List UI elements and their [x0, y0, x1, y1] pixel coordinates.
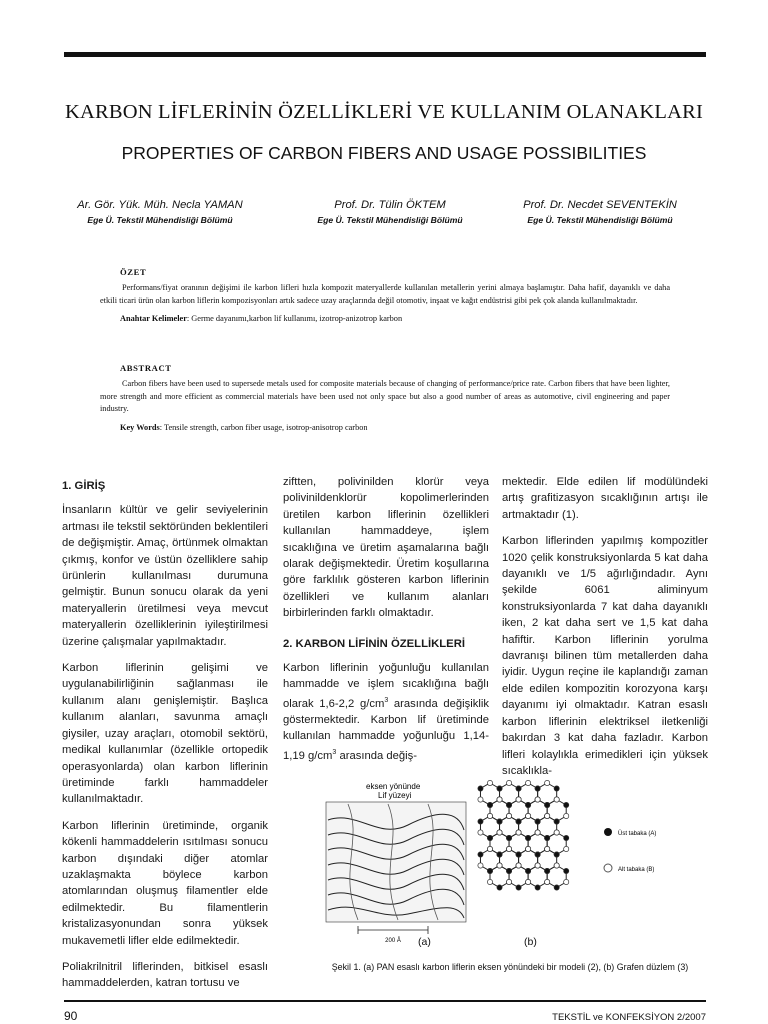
carbon-atom [554, 797, 559, 802]
carbon-atom [516, 797, 521, 802]
ozet-heading: ÖZET [120, 267, 147, 277]
carbon-atom [487, 879, 492, 884]
carbon-atom [554, 786, 559, 791]
section-1-heading: 1. GİRİŞ [62, 480, 106, 492]
carbon-atom [564, 879, 569, 884]
figure-label-a: (a) [418, 936, 431, 948]
density-text-3: arasında değiş- [336, 749, 417, 762]
ozet-keywords-label: Anahtar Kelimeler [120, 314, 187, 324]
carbon-atom [478, 863, 483, 868]
carbon-atom [478, 830, 483, 835]
carbon-atom [554, 852, 559, 857]
col1-paragraph: Poliakrilnitril liflerinden, bitkisel esaslı hammaddelerden, katran tortusu ve [62, 960, 268, 990]
carbon-atom [545, 879, 550, 884]
carbon-atom [487, 846, 492, 851]
carbon-atom [564, 835, 569, 840]
carbon-atom [497, 863, 502, 868]
page-number: 90 [64, 1009, 78, 1023]
legend-light-dot [604, 864, 612, 872]
carbon-atom [564, 813, 569, 818]
carbon-atom [535, 885, 540, 890]
carbon-atom [487, 802, 492, 807]
col1-paragraph: Karbon liflerinin gelişimi ve uygulanabilirliğinin sağlanması ile kullanım alanı genişlemiştir. Başlıca kullanım alanları, savunma amaçlı giysiler, uzay araçları, otomobil sektörü, medikal kullanımlar (özellikle ortopedik operasyonlarda) olan karbon liflerinin üretiminde farklı hammaddeler kullanılmaktadır. [62, 662, 268, 806]
author-3 [480, 199, 720, 225]
carbon-atom [545, 846, 550, 851]
carbon-atom [497, 885, 502, 890]
ozet-text: Performans/fiyat oranının değişimi ile karbon lifleri hızla kompozit materyallerde kullanılan metallerin yerini almaya başlamıştır. Daha hafif, dayanıklı ve daha etkili ticari ürün olan karbon liflerin kompozisyonları artık sadece uzay araçlarında değil otomotiv, inşaat ve kağıt endüstrisi gibi pek çok alanda kullanılmaktadır. [100, 282, 670, 305]
ozet-section [100, 266, 670, 326]
carbon-atom [516, 819, 521, 824]
figure-1 [318, 780, 718, 955]
carbon-atom [554, 885, 559, 890]
hexagon-cell [547, 866, 566, 888]
author-name: Ar. Gör. Yük. Müh. Necla YAMAN [77, 199, 243, 211]
carbon-atom [478, 797, 483, 802]
carbon-atom [506, 780, 511, 785]
column-1 [62, 478, 268, 1002]
carbon-atom [545, 780, 550, 785]
carbon-atom [545, 802, 550, 807]
pan-fiber-model [326, 782, 466, 944]
carbon-atom [526, 868, 531, 873]
col2-paragraph: ziftten, polivinilden klorür veya polivinildenklorür kopolimerlerinden üretilen karbon liflerinin özellikleri kullanılan hammaddeye, işlem sıcaklığına ve üretim aşamalarına bağlı olarak değişmektedir. Üretim koşullarına göre farklılık gösteren karbon liflerinin özellikleri ve kullanım alanları birbirlerinden farklı olmaktadır. [283, 476, 489, 620]
carbon-atom [497, 819, 502, 824]
carbon-atom [516, 830, 521, 835]
scale-label: 200 Å [385, 938, 401, 944]
carbon-atom [535, 863, 540, 868]
carbon-atom [516, 863, 521, 868]
col3-paragraph: Karbon liflerinden yapılmış kompozitler 1020 çelik konstruksiyonlarda 5 kat daha dayanıklı ve 1/5 ağırlığındadır. Aynı şekilde 6061 aliminyum konstruksiyonlarda 7 kat daha dayanıklı iken, 2 kat daha sert ve 1,5 kat daha hafiftir. Karbon liflerinin yorulma davranışı bilinen tüm metallerden daha iyidir. Uygun reçine ile kaplandığı zaman elde edilen kompozitin korozyona karşı dayanımı iyi olmaktadır. Katran esaslı karbon liflerinin elektriksel iletkenliği bakırdan 3 kat daha fazladır. Karbon lifleri kolaylıkla erimedikleri için yüksek sıcaklıkla- [502, 535, 708, 777]
carbon-atom [564, 802, 569, 807]
carbon-atom [526, 813, 531, 818]
hexagon-cell [528, 866, 547, 888]
carbon-atom [487, 835, 492, 840]
abstract-keywords [120, 422, 670, 435]
carbon-atom [497, 852, 502, 857]
carbon-atom [497, 830, 502, 835]
carbon-atom [516, 885, 521, 890]
fiber-surface-label: Lif yüzeyi [378, 791, 412, 800]
carbon-atom [487, 868, 492, 873]
author-2 [270, 199, 510, 225]
carbon-atom [506, 846, 511, 851]
author-name: Prof. Dr. Tülin ÖKTEM [334, 199, 446, 211]
abstract-keywords-label: Key Words [120, 423, 160, 433]
author-affiliation: Ege Ü. Tekstil Mühendisliği Bölümü [527, 215, 673, 225]
density-text-2: arasında değişiklik göstermektedir. Karbon lif üretiminde kullanılan hammadde yoğunluğu 1,14-1,19 g/cm [283, 697, 489, 762]
abstract-text: Carbon fibers have been used to supersede metals used for composite materials because of changing of performance/price rate. Carbon fibers that have been lighter, more strength and more efficient as commercial materials have been used not only space but also a good number of areas as automotive, civil engineering and paper industry. [100, 378, 670, 414]
carbon-atom [506, 835, 511, 840]
author-1 [40, 199, 280, 225]
hexagon-cell [509, 866, 528, 888]
carbon-atom [535, 830, 540, 835]
carbon-atom [554, 830, 559, 835]
title-english: PROPERTIES OF CARBON FIBERS AND USAGE POSSIBILITIES [121, 143, 647, 163]
carbon-atom [535, 797, 540, 802]
carbon-atom [497, 786, 502, 791]
carbon-atom [545, 835, 550, 840]
figure-label-b: (b) [524, 936, 537, 948]
bottom-rule [64, 1000, 706, 1002]
carbon-atom [506, 879, 511, 884]
carbon-atom [478, 852, 483, 857]
carbon-atom [535, 819, 540, 824]
ozet-keywords [120, 313, 670, 326]
legend-dark-dot [604, 828, 612, 836]
carbon-atom [526, 780, 531, 785]
carbon-atom [506, 868, 511, 873]
column-3 [502, 474, 708, 789]
column-2 [283, 474, 489, 774]
carbon-atom [526, 802, 531, 807]
author-name: Prof. Dr. Necdet SEVENTEKİN [523, 199, 677, 211]
carbon-atom [516, 852, 521, 857]
col1-paragraph: Karbon liflerinin üretiminde, organik kökenli hammaddelerin ısıtılması sonucu karbon dışındaki diğer atomlar uzaklaşmakta böylece karbon atomlarından oluşmuş filamentler elde edilmektedir. Bu filamentlerin kristalizasyonundan sonra yüksek mukavemetli lifler elde edilmektedir. [62, 819, 268, 947]
col3-paragraph: mektedir. Elde edilen lif modülündeki artış grafitizasyon sıcaklığının artışı ile artmaktadır (1). [502, 476, 708, 521]
ozet-keywords-text: : Germe dayanımı,karbon lif kullanımı, izotrop-anizotrop karbon [186, 314, 403, 324]
top-rule [64, 52, 706, 57]
carbon-atom [516, 786, 521, 791]
carbon-atom [554, 863, 559, 868]
legend-bottom-layer: Alt tabaka (B) [618, 867, 655, 873]
title-turkish: KARBON LİFLERİNİN ÖZELLİKLERİ VE KULLANIM OLANAKLARI [64, 101, 704, 123]
journal-name: TEKSTİL ve KONFEKSİYON 2/2007 [552, 1012, 706, 1023]
author-affiliation: Ege Ü. Tekstil Mühendisliği Bölümü [87, 215, 233, 225]
carbon-atom [535, 852, 540, 857]
carbon-atom [554, 819, 559, 824]
figure-caption: Şekil 1. (a) PAN esaslı karbon liflerin eksen yönündeki bir modeli (2), (b) Grafen düzlem (3) [331, 962, 689, 972]
author-affiliation: Ege Ü. Tekstil Mühendisliği Bölümü [317, 215, 463, 225]
carbon-atom [478, 786, 483, 791]
carbon-atom [478, 819, 483, 824]
carbon-atom [506, 802, 511, 807]
carbon-atom [535, 786, 540, 791]
graphene-plane [478, 780, 569, 890]
section-2-heading: 2. KARBON LİFİNİN ÖZELLİKLERİ [283, 637, 466, 650]
carbon-atom [526, 835, 531, 840]
carbon-atom [487, 813, 492, 818]
carbon-atom [506, 813, 511, 818]
abstract-keywords-text: : Tensile strength, carbon fiber usage, isotrop-anisotrop carbon [159, 423, 368, 433]
abstract-section [100, 362, 670, 435]
carbon-atom [497, 797, 502, 802]
col2-paragraph-density [283, 660, 489, 764]
carbon-atom [545, 868, 550, 873]
axis-direction-label: eksen yönünde [366, 782, 421, 791]
col1-paragraph: İnsanların kültür ve gelir seviyelerinin artması ile tekstil sektöründen beklentileri de değişmiştir. Amaç, örtünmek olmaktan çıkmış, konfor ve üstün özelliklere sahip ürünlerin kullanılması durumuna gelmiştir. Bunun sonucu olarak da yeni materyallerin üretilmesi veya mevcut materyallerin özelliklerinin iyileştirilmesi üzerine çalışmalar yapılmaktadır. [62, 504, 268, 648]
figure-illustration [318, 780, 718, 955]
hexagon-cell [490, 866, 509, 888]
carbon-atom [526, 879, 531, 884]
carbon-atom [487, 780, 492, 785]
abstract-heading: ABSTRACT [120, 363, 172, 373]
superscript-3: 3 [384, 696, 389, 704]
superscript-3: 3 [332, 748, 337, 756]
carbon-atom [545, 813, 550, 818]
carbon-atom [526, 846, 531, 851]
density-text-1: Karbon liflerinin yoğunluğu kullanılan hammadde ve işlem sıcaklığına bağlı olarak 1,6-2,2 g/cm [283, 662, 489, 710]
carbon-atom [564, 868, 569, 873]
carbon-atom [564, 846, 569, 851]
legend-top-layer: Üst tabaka (A) [618, 831, 657, 837]
